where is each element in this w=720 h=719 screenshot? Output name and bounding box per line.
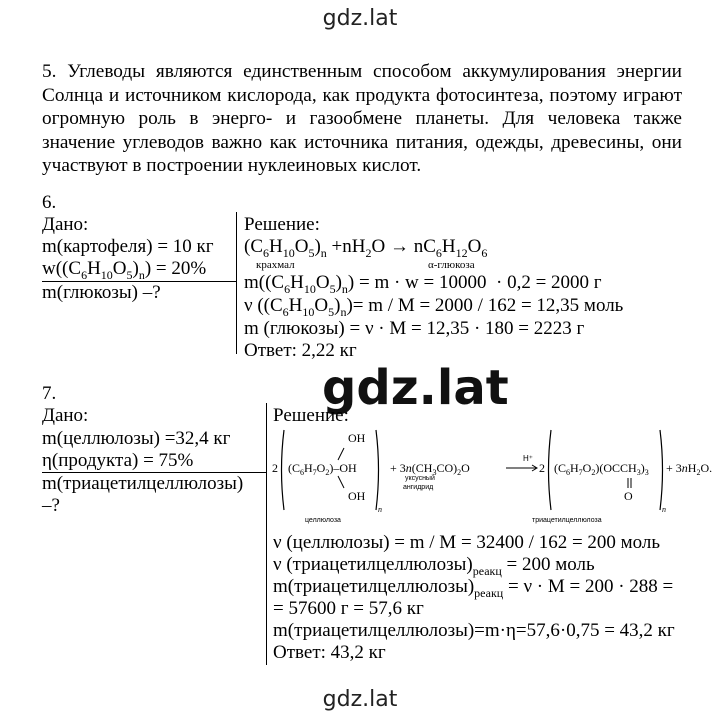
svg-text:n: n (378, 505, 382, 514)
task6-given-label: Дано: (42, 214, 89, 235)
task7-given-label: Дано: (42, 405, 89, 426)
task6-number: 6. (42, 192, 57, 213)
task6-label-starch: крахмал (256, 259, 295, 271)
task7-solution-label: Решение: (273, 405, 349, 426)
task6-solution-label: Решение: (244, 214, 320, 235)
task7-mass-with-eta: m(триацетилцеллюлозы)=m·η=57,6·0,75 = 43,2 кг (273, 620, 675, 641)
task7-answer: Ответ: 43,2 кг (273, 642, 386, 663)
svg-text:+ 3nH2O.: + $3nH_2O$. (666, 461, 713, 477)
task6-answer: Ответ: 2,22 кг (244, 340, 357, 361)
task7-label-reagent: уксусный (405, 475, 435, 482)
task7-label-product: триацетилцеллюлоза (532, 517, 602, 524)
task7-find-line1: m(триацетилцеллюлозы) (42, 473, 244, 494)
task7-reaction-equation (268, 426, 718, 514)
task6-label-glucose: α-глюкоза (428, 259, 475, 271)
task7-catalyst-label: H⁺ (523, 454, 533, 463)
svg-text:OH: OH (348, 489, 366, 503)
task7-nu-product: ν $(триацетилцеллюлозы)_{реакц} = 200$ моль (273, 554, 595, 578)
task6-glucose-mass: m (глюкозы) = ν · M = 12,35 · 180 = 2223 г (244, 318, 585, 339)
svg-text:(C6H7O2)(OCCH3)3: $(C_6H_7O_2)(OCCH_3)_3$ (554, 461, 649, 477)
task6-given-w: $w((C_6H_{10}O_5)_n) = 20\%$ (42, 258, 207, 282)
svg-text:n: n (662, 505, 666, 514)
watermark-top: gdz.lat (322, 6, 398, 31)
task7-label-reagent2: ангидрид (403, 484, 434, 491)
watermark-bottom: gdz.lat (322, 687, 398, 712)
task6-given-potato: m(картофеля) = 10 кг (42, 236, 214, 257)
svg-text:2: 2 (539, 461, 545, 475)
task7-mass-product: $m(триацетилцеллюлозы)_{реакц} = \nu \cdot M = 200 \cdot 288$ = (273, 576, 674, 600)
task6-nu-starch: ν $((C_6H_{10}O_5)_n)= m / M = 2000 / 162 = 12,35$ моль (244, 295, 624, 319)
task7-nu-cellulose: ν (целлюлозы) = m / M = 32400 / 162 = 200 моль (273, 532, 661, 553)
watermark-center: gdz.lat (322, 360, 509, 416)
task6-equation: $(C_6H_{10}O_5)_n +nH_2O \to nC_6H_{12}O_6$ (244, 236, 488, 260)
svg-text:(C6H7O2)–OH: $(C_6H_7O_2)-OH$ (288, 461, 357, 477)
task6-mass-starch: $m((C_6H_{10}O_5)_n) = m \cdot w = 10000 \cdot 0,2 = 2000$ г (244, 272, 602, 296)
svg-text:2: 2 (272, 461, 278, 475)
svg-text:+ 3n(CH3CO)2O: + $3n(CH_3CO)_2O$ (390, 461, 470, 477)
task7-number: 7. (42, 383, 57, 404)
task7-vertical-divider (266, 403, 267, 665)
task7-label-cellulose: целлюлоза (305, 517, 341, 524)
task7-given-cellulose: m(целлюлозы) =32,4 кг (42, 428, 231, 449)
task7-find-line2: –? (42, 495, 60, 516)
task6-vertical-divider (236, 212, 237, 354)
svg-text:OH: OH (348, 431, 366, 445)
task6-find: m(глюкозы) –? (42, 282, 161, 303)
task7-mass-product-cont: = 57600 г = 57,6 кг (273, 598, 424, 619)
task7-given-eta: η(продукта) = 75% (42, 450, 194, 471)
task5-paragraph: 5. Углеводы являются единственным способом аккумулирования энергии Солнца и источником кислорода, как продукта фотосинтеза, поэтому играют огромную роль в энерго- и газообмене планеты. Для человека также значение углеводов важно как источника питания, одежды, древесины, они участвуют в построении нуклеиновых кислот. (42, 61, 682, 176)
svg-text:O: O (624, 489, 633, 503)
